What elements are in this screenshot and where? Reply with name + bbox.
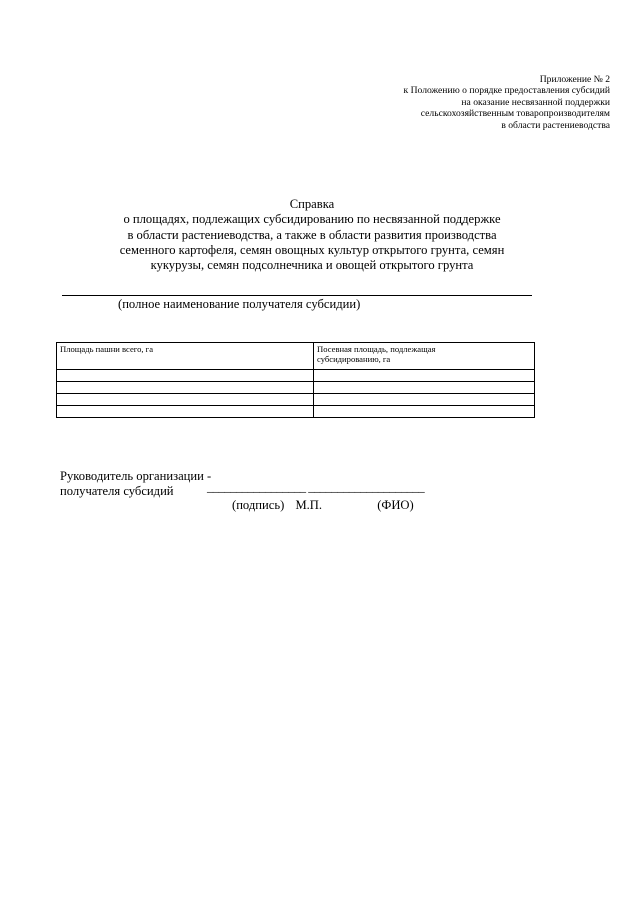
table-cell[interactable]	[314, 406, 535, 418]
signature-captions	[232, 498, 414, 513]
appendix-line: сельскохозяйственным товаропроизводителям	[420, 108, 610, 120]
title-line: кукурузы, семян подсолнечника и овощей открытого грунта	[150, 258, 474, 273]
signature-blank-lines: _________________ ____________________	[207, 480, 425, 494]
title-line: в области растениеводства, а также в области развития производства	[127, 227, 497, 242]
recipient-caption: (полное наименование получателя субсидии)	[118, 297, 361, 311]
table-cell[interactable]	[57, 382, 314, 394]
table-cell[interactable]	[57, 394, 314, 406]
appendix-line: в области растениеводства	[501, 119, 610, 131]
stamp-caption: М.П.	[295, 498, 323, 512]
table-header-row	[57, 343, 535, 370]
table-header-subsidized-area	[314, 343, 535, 370]
table-header-total-area: Площадь пашни всего, га	[57, 343, 314, 370]
table-cell[interactable]	[57, 406, 314, 418]
table-cell[interactable]	[314, 370, 535, 382]
title-line: семенного картофеля, семян овощных культур открытого грунта, семян	[119, 242, 505, 257]
area-table	[56, 342, 535, 418]
signature-caption: (подпись)	[232, 498, 285, 512]
appendix-line: Приложение № 2	[539, 74, 610, 85]
table-cell[interactable]	[57, 370, 314, 382]
table-cell[interactable]	[314, 382, 535, 394]
signature-block	[60, 469, 211, 499]
title-heading: Справка	[289, 197, 335, 211]
appendix-line: к Положению о порядке предоставления субсидий	[403, 85, 610, 97]
document-title	[62, 197, 562, 273]
recipient-name-line	[62, 295, 532, 296]
signatory-role-line: Руководитель организации -	[60, 469, 212, 483]
table-row	[57, 394, 535, 406]
title-line: о площадях, подлежащих субсидированию по несвязанной поддержке	[123, 212, 501, 227]
table-header-subsidized-line: субсидированию, га	[317, 354, 391, 364]
appendix-reference	[404, 74, 610, 131]
table-row	[57, 382, 535, 394]
appendix-line: на оказание несвязанной поддержки	[461, 96, 610, 108]
signatory-role-line: получателя субсидий	[60, 484, 174, 498]
table-row	[57, 370, 535, 382]
table-header-subsidized-line: Посевная площадь, подлежащая	[317, 344, 436, 354]
full-name-caption: (ФИО)	[377, 498, 414, 512]
table-cell[interactable]	[314, 394, 535, 406]
table-row	[57, 406, 535, 418]
